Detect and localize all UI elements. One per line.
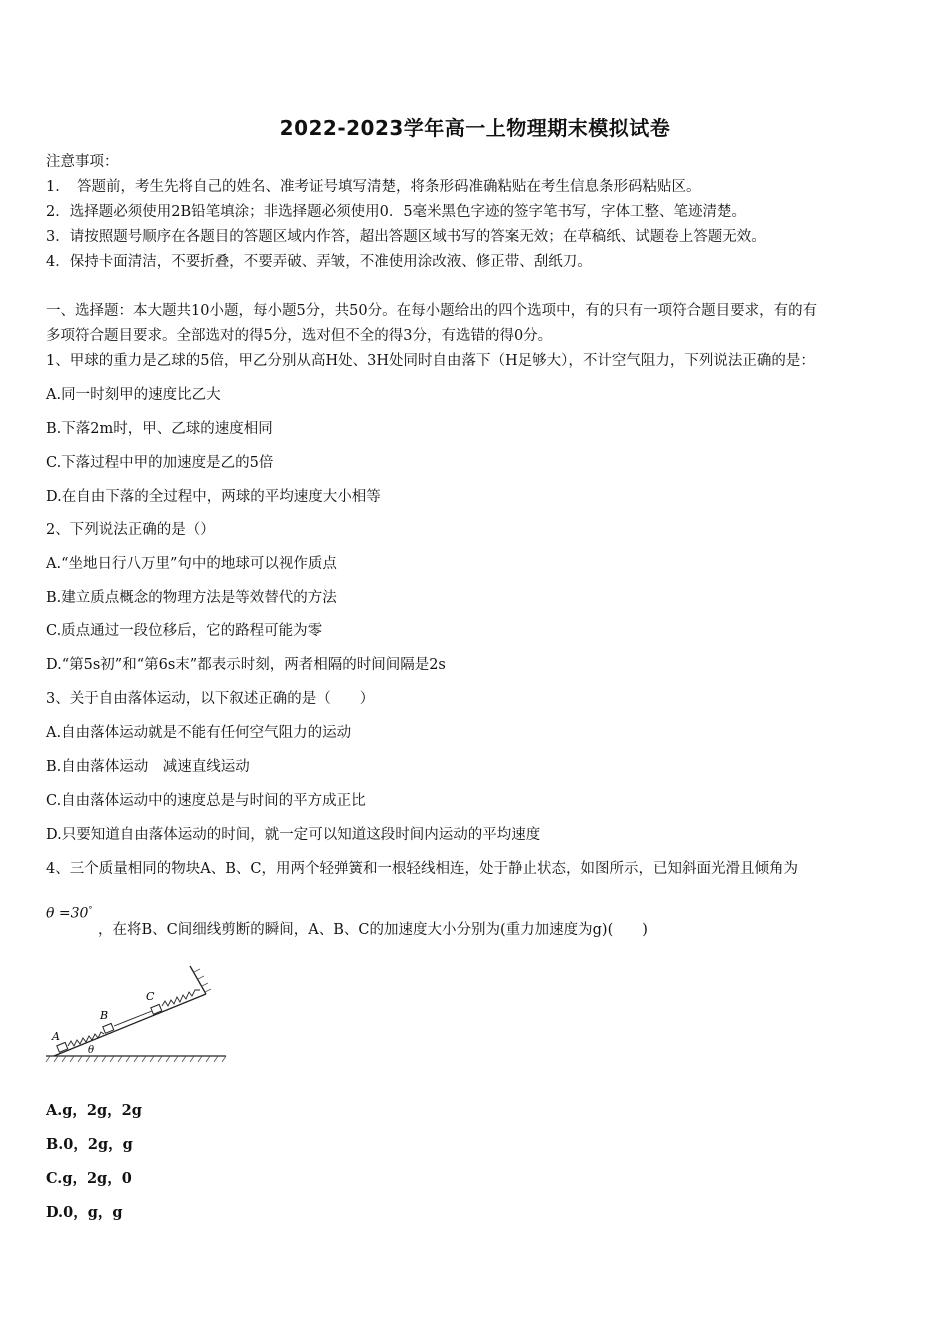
q4-stem: 4、三个质量相同的物块A、B、C，用两个轻弹簧和一根轻线相连，处于静止状态，如图所示，已知斜面光滑且倾角为 xyxy=(46,861,798,877)
q2-stem: 2、下列说法正确的是（） xyxy=(46,522,215,538)
q3-stem: 3、关于自由落体运动，以下叙述正确的是（ ） xyxy=(46,691,375,707)
q4-stem-continued: ，在将B、C间细线剪断的瞬间，A、B、C的加速度大小分别为(重力加速度为g)( ) xyxy=(98,922,648,938)
q4-option-a: A.g，2g，2g xyxy=(46,1102,142,1119)
notice-item-2: 2．选择题必须使用2B铅笔填涂；非选择题必须使用0．5毫米黑色字迹的签字笔书写，字体工整、笔迹清楚。 xyxy=(46,204,747,220)
q1-option-d: D.在自由下落的全过程中，两球的平均速度大小相等 xyxy=(46,489,381,505)
incline-spring-diagram xyxy=(44,960,234,1070)
q4-option-c: C.g，2g，0 xyxy=(46,1170,132,1187)
q2-option-c: C.质点通过一段位移后，它的路程可能为零 xyxy=(46,623,323,639)
q2-option-d: D.“第5s初”和“第6s末”都表示时刻，两者相隔的时间间隔是2s xyxy=(46,657,446,673)
q1-stem: 1、甲球的重力是乙球的5倍，甲乙分别从高H处、3H处同时自由落下（H足够大），不计空气阻力，下列说法正确的是： xyxy=(46,353,815,369)
label-b: B xyxy=(100,1009,109,1022)
section-instructions-line-2: 多项符合题目要求。全部选对的得5分，选对但不全的得3分，有选错的得0分。 xyxy=(46,328,553,344)
q1-option-b: B.下落2m时，甲、乙球的速度相同 xyxy=(46,421,273,437)
q2-option-b: B.建立质点概念的物理方法是等效替代的方法 xyxy=(46,590,337,606)
notice-item-3: 3．请按照题号顺序在各题目的答题区域内作答，超出答题区域书写的答案无效；在草稿纸、试题卷上答题无效。 xyxy=(46,229,766,245)
q3-option-a: A.自由落体运动就是不能有任何空气阻力的运动 xyxy=(46,725,352,741)
section-instructions-line-1: 一、选择题：本大题共10小题，每小题5分，共50分。在每小题给出的四个选项中，有的只有一项符合题目要求，有的有 xyxy=(46,303,818,319)
notice-heading: 注意事项： xyxy=(46,154,119,170)
q1-option-c: C.下落过程中甲的加速度是乙的5倍 xyxy=(46,455,274,471)
label-a: A xyxy=(52,1030,60,1043)
notice-item-4: 4．保持卡面清洁，不要折叠，不要弄破、弄皱，不准使用涂改液、修正带、刮纸刀。 xyxy=(46,254,592,270)
page-title: 2022-2023学年高一上物理期末模拟试卷 xyxy=(279,116,671,140)
theta-value: θ =30 xyxy=(46,905,89,922)
q4-option-d: D.0，g，g xyxy=(46,1204,123,1221)
degree-mark: ° xyxy=(88,905,93,914)
q2-option-a: A.“坐地日行八万里”句中的地球可以视作质点 xyxy=(46,556,337,572)
q1-option-a: A.同一时刻甲的速度比乙大 xyxy=(46,387,221,403)
q3-option-c: C.自由落体运动中的速度总是与时间的平方成正比 xyxy=(46,793,366,809)
label-c: C xyxy=(146,990,155,1003)
q3-option-b: B.自由落体运动 减速直线运动 xyxy=(46,759,250,775)
q4-option-b: B.0，2g，g xyxy=(46,1136,133,1153)
q3-option-d: D.只要知道自由落体运动的时间，就一定可以知道这段时间内运动的平均速度 xyxy=(46,827,541,843)
notice-item-1: 1． 答题前，考生先将自己的姓名、准考证号填写清楚，将条形码准确粘贴在考生信息条形码粘贴区。 xyxy=(46,179,701,195)
label-theta: θ xyxy=(88,1045,95,1056)
theta-equation xyxy=(46,905,92,922)
